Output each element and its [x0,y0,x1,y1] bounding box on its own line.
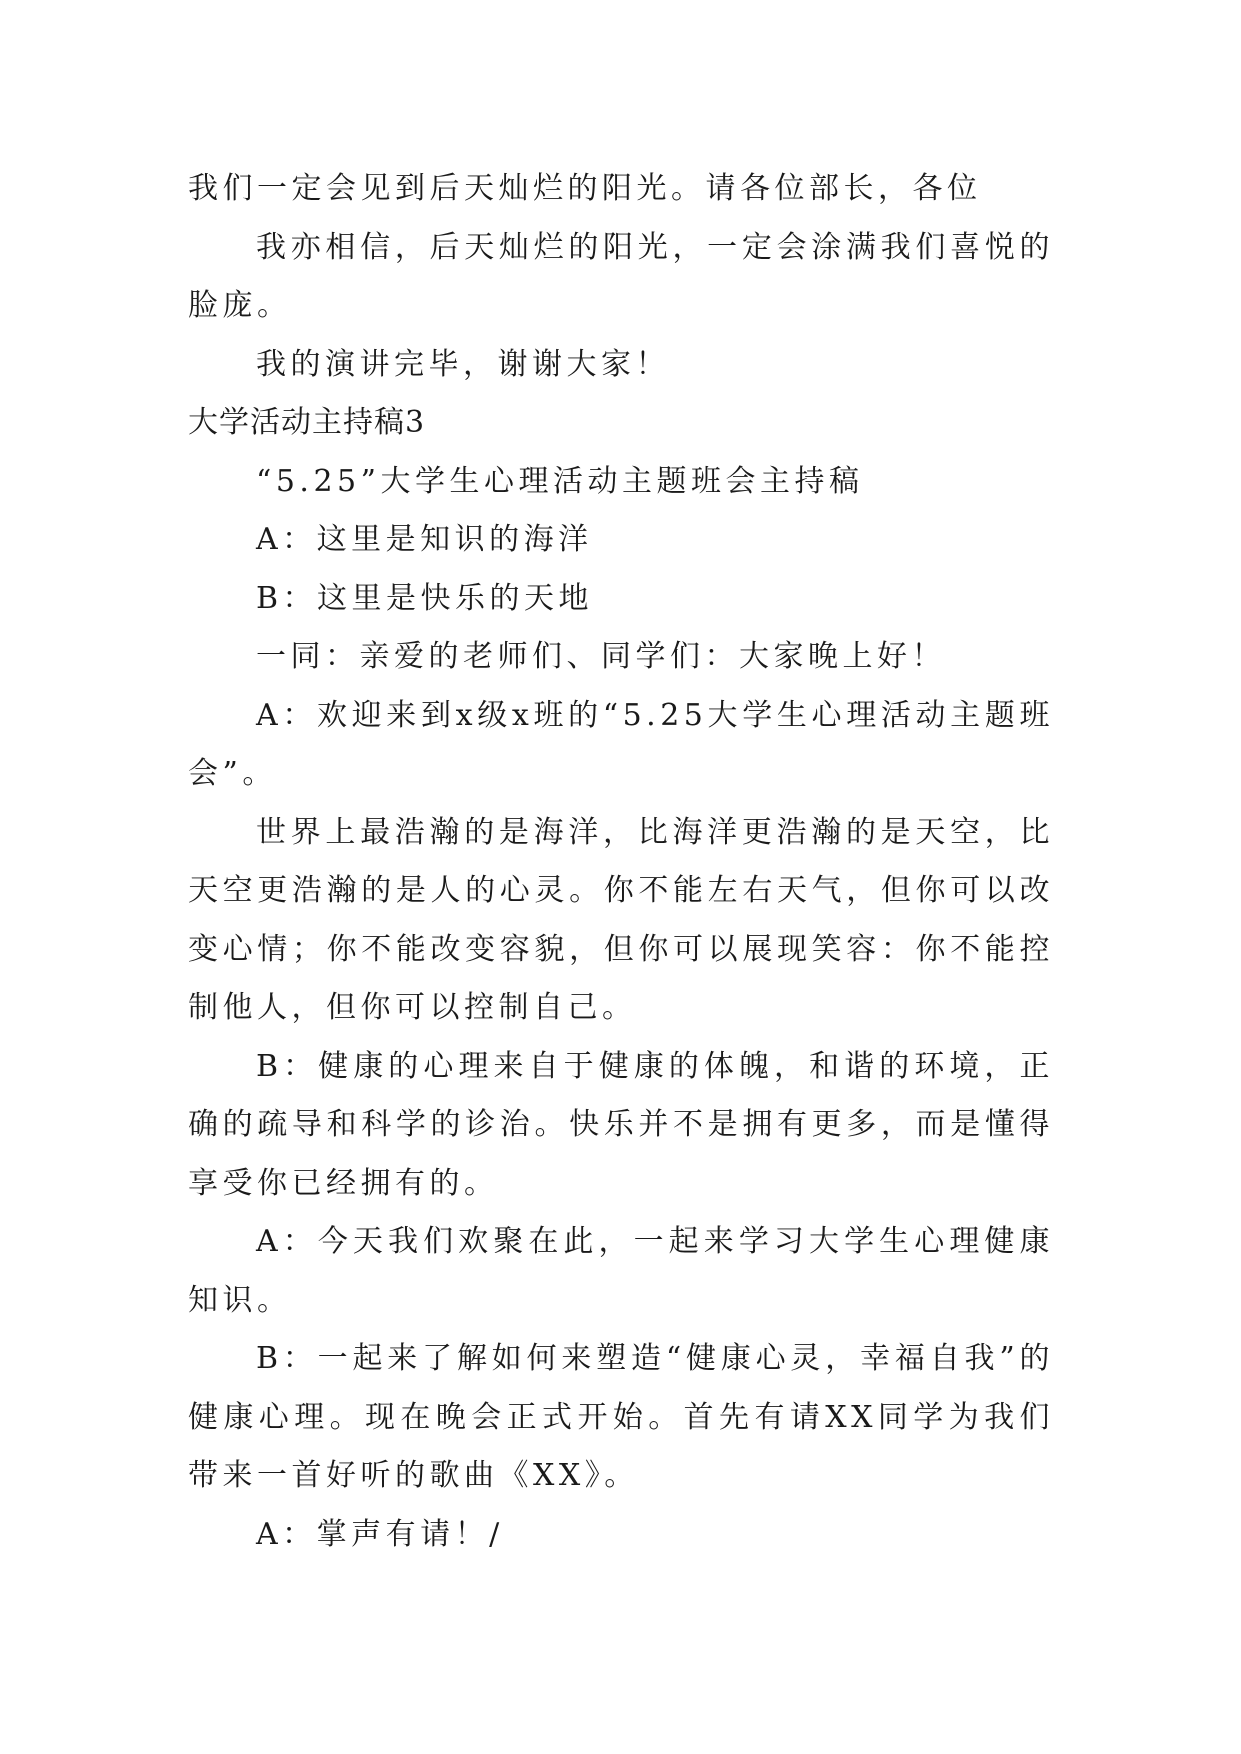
paragraph: A：这里是知识的海洋 [256,522,593,557]
paragraph: A：欢迎来到x级x班的“5.25大学生心理活动主题班会”。 [188,697,1054,791]
paragraph-continuation: 我们一定会见到后天灿烂的阳光。请各位部长，各位 [188,171,982,206]
paragraph: B：健康的心理来自于健康的体魄，和谐的环境，正确的疏导和科学的诊治。快乐并不是拥有更多，而是懂得享受你已经拥有的。 [188,1048,1054,1201]
paragraph: A：今天我们欢聚在此，一起来学习大学生心理健康知识。 [188,1224,1054,1318]
paragraph: B：一起来了解如何来塑造“健康心灵，幸福自我”的健康心理。现在晚会正式开始。首先有请XX同学为我们带来一首好听的歌曲《XX》。 [188,1341,1054,1493]
paragraph-subtitle: “5.25”大学生心理活动主题班会主持稿 [256,463,864,499]
paragraph: 我亦相信，后天灿烂的阳光，一定会涂满我们喜悦的脸庞。 [188,229,1054,323]
section-heading: 大学活动主持稿3 [188,405,426,440]
paragraph: A：掌声有请！/ [256,1516,504,1552]
paragraph: 我的演讲完毕，谢谢大家！ [256,346,670,382]
paragraph: 一同：亲爱的老师们、同学们：大家晚上好！ [256,639,946,674]
paragraph: 世界上最浩瀚的是海洋，比海洋更浩瀚的是天空，比天空更浩瀚的是人的心灵。你不能左右天气，但你可以改变心情；你不能改变容貌，但你可以展现笑容：你不能控制他人，但你可以控制自己。 [188,814,1054,1025]
document-body [188,160,1054,1564]
paragraph: B：这里是快乐的天地 [256,580,594,616]
